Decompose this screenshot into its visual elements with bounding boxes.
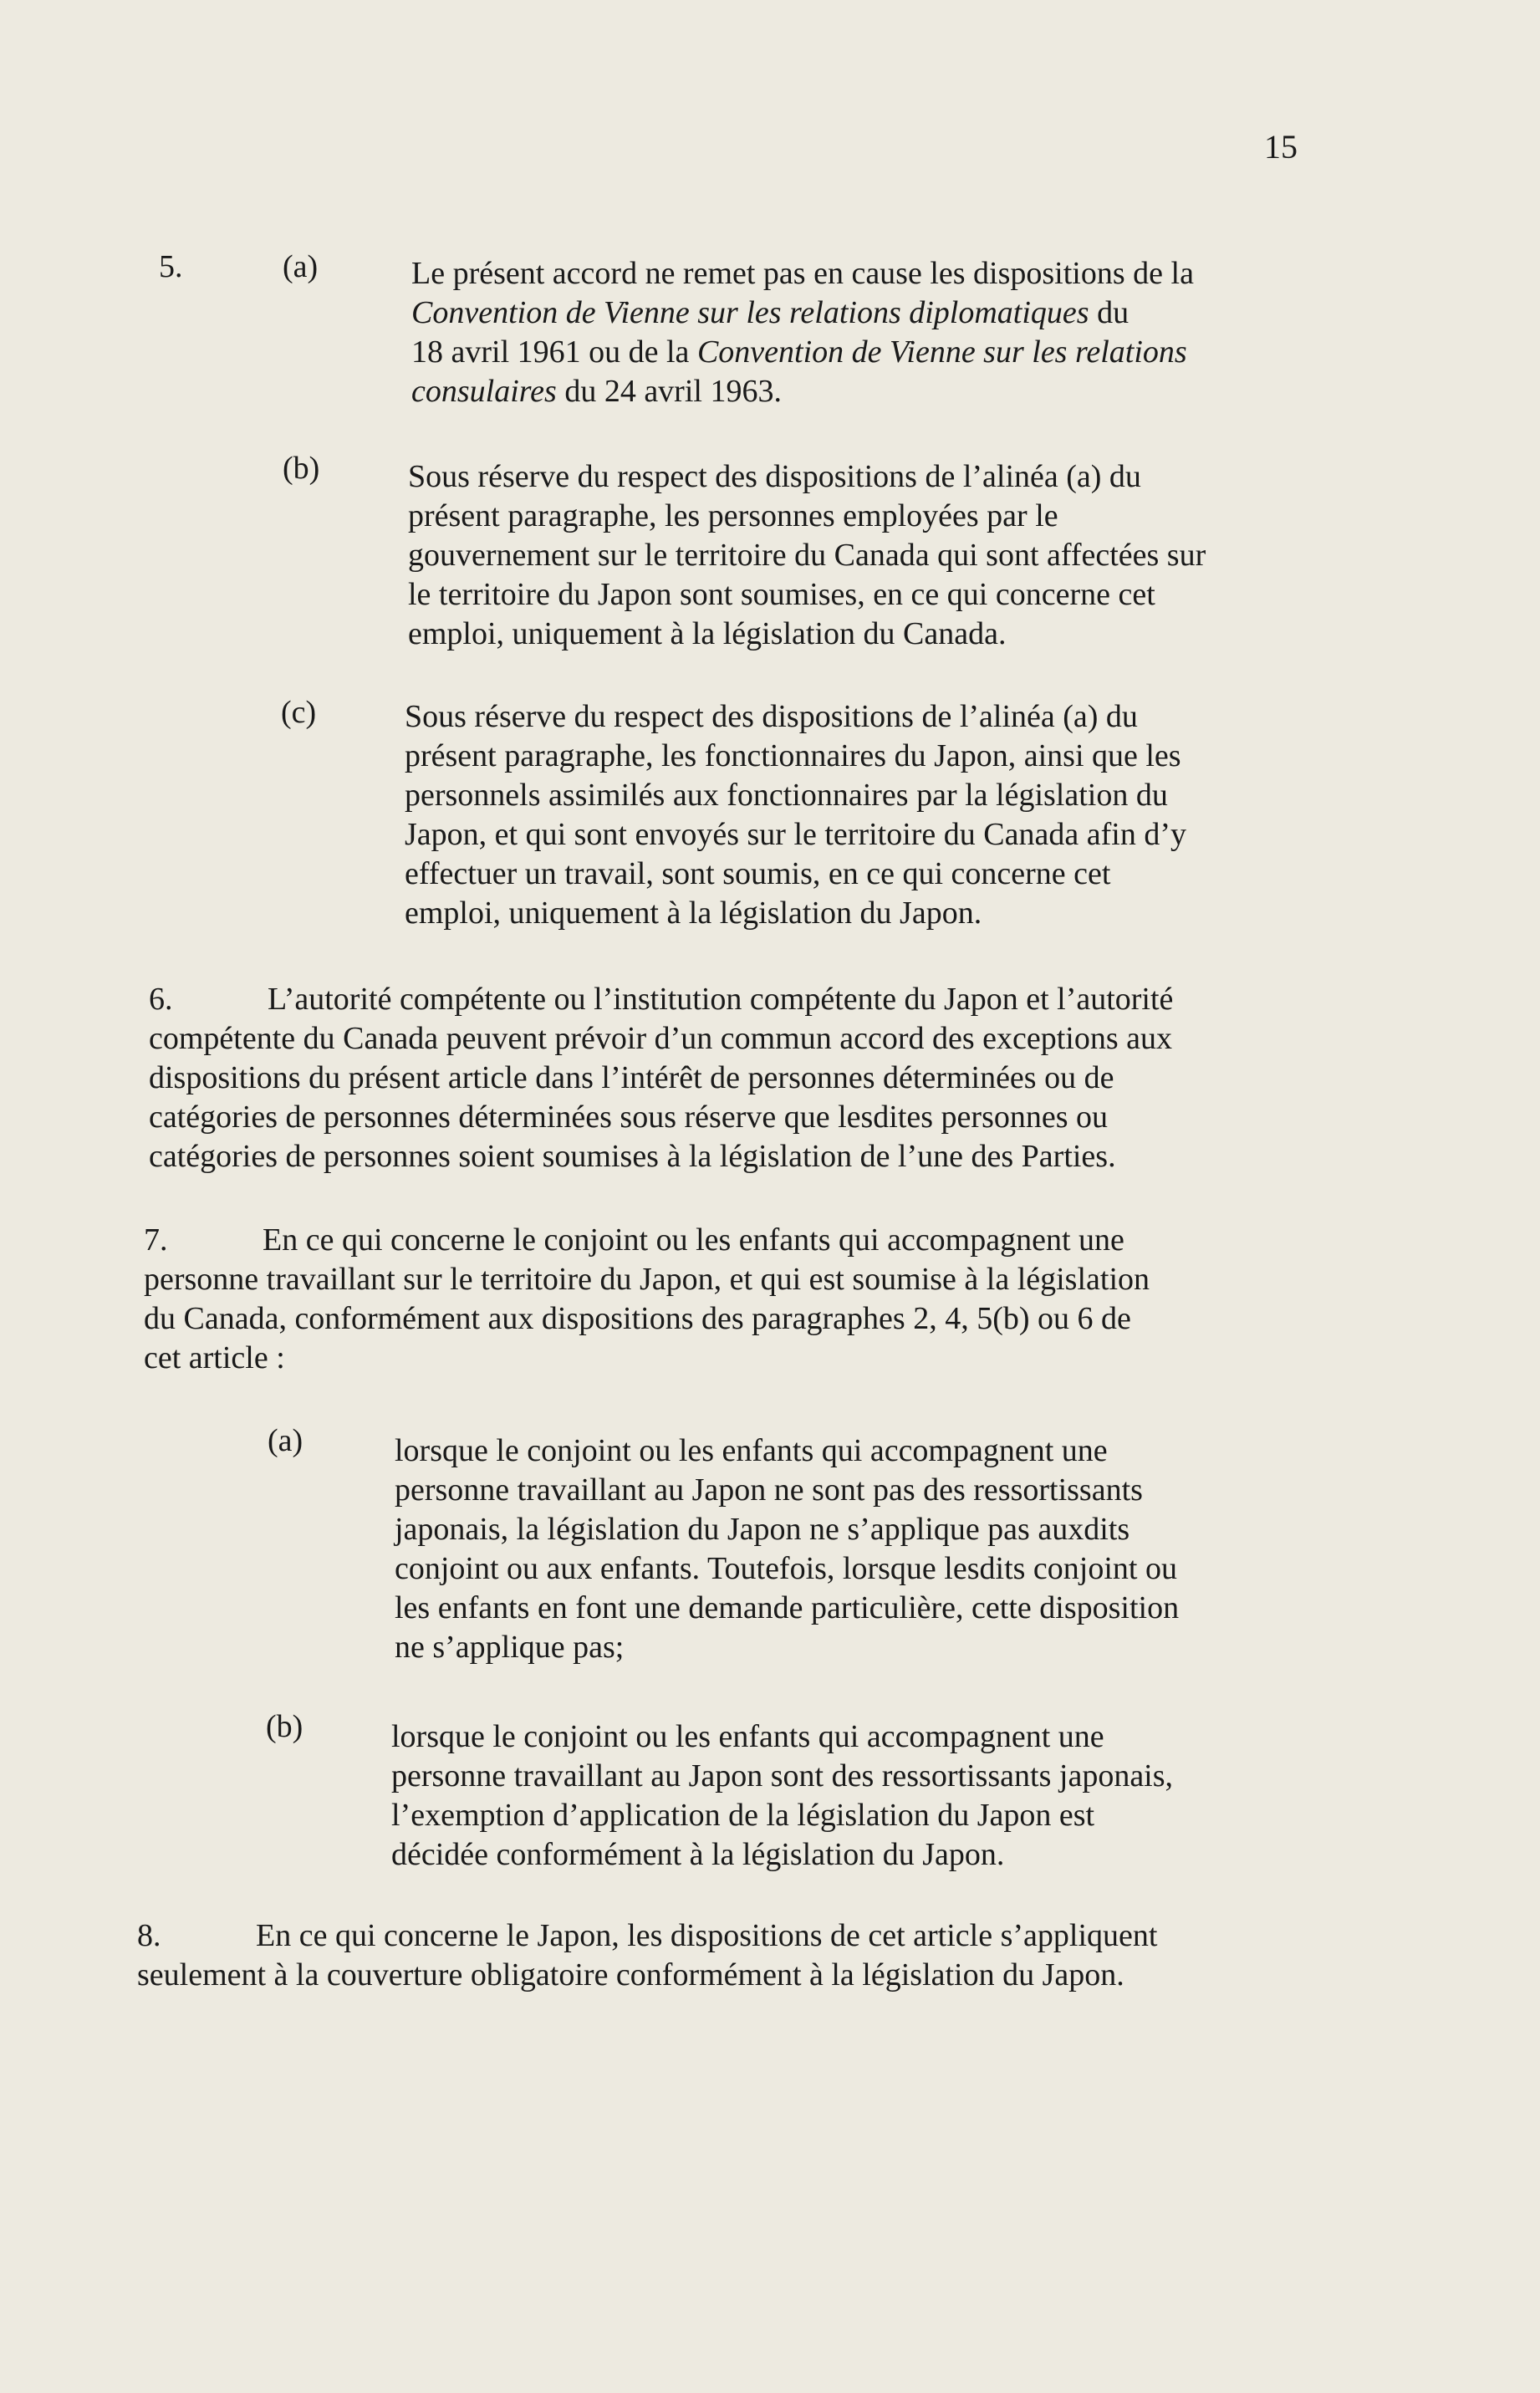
- paragraph-7b-line: personne travaillant au Japon sont des ressortissants japonais,: [391, 1758, 1174, 1793]
- paragraph-5c-line: emploi, uniquement à la législation du Japon.: [405, 895, 982, 931]
- paragraph-7a-text: [395, 1431, 1331, 1667]
- paragraph-7a-line: conjoint ou aux enfants. Toutefois, lorsque lesdits conjoint ou: [395, 1551, 1177, 1586]
- paragraph-5a-line-3: 18 avril 1961 ou de la Convention de Vienne sur les relations: [411, 334, 1187, 370]
- paragraph-7-line: du Canada, conformément aux dispositions des paragraphes 2, 4, 5(b) ou 6 de: [144, 1301, 1131, 1336]
- paragraph-6-line: catégories de personnes déterminées sous réserve que lesdites personnes ou: [149, 1100, 1109, 1135]
- paragraph-7b-line: lorsque le conjoint ou les enfants qui accompagnent une: [391, 1719, 1104, 1754]
- paragraph-7-line: cet article :: [144, 1340, 285, 1375]
- paragraph-5b-line: le territoire du Japon sont soumises, en ce qui concerne cet: [408, 577, 1155, 612]
- paragraph-5b-text: [408, 457, 1336, 654]
- paragraph-7a-line: personne travaillant au Japon ne sont pas des ressortissants: [395, 1472, 1143, 1508]
- paragraph-7-number: 7.: [144, 1222, 168, 1258]
- paragraph-6-line: L’autorité compétente ou l’institution compétente du Japon et l’autorité: [268, 982, 1174, 1017]
- paragraph-5b-label: (b): [283, 451, 320, 486]
- paragraph-5c-line: personnels assimilés aux fonctionnaires par la législation du: [405, 778, 1168, 813]
- paragraph-7a-line: les enfants en font une demande particulière, cette disposition: [395, 1590, 1180, 1625]
- paragraph-7a-line: ne s’applique pas;: [395, 1630, 625, 1665]
- paragraph-7b-line: l’exemption d’application de la législation du Japon est: [391, 1798, 1095, 1833]
- paragraph-8-line: seulement à la couverture obligatoire conformément à la législation du Japon.: [137, 1957, 1124, 1992]
- paragraph-7-line: En ce qui concerne le conjoint ou les enfants qui accompagnent une: [263, 1222, 1124, 1258]
- paragraph-8-number: 8.: [137, 1918, 161, 1953]
- paragraph-5c-label: (c): [281, 695, 317, 730]
- paragraph-7b-label: (b): [266, 1709, 303, 1744]
- paragraph-5c-text: [405, 697, 1333, 933]
- paragraph-6: [149, 980, 1353, 1176]
- paragraph-7a-label: (a): [268, 1423, 303, 1458]
- paragraph-7-line: personne travaillant sur le territoire du Japon, et qui est soumise à la législation: [144, 1262, 1150, 1297]
- paragraph-7a-line: japonais, la législation du Japon ne s’applique pas auxdits: [395, 1512, 1130, 1547]
- paragraph-6-line: catégories de personnes soient soumises à la législation de l’une des Parties.: [149, 1139, 1116, 1174]
- paragraph-7: [144, 1221, 1348, 1378]
- paragraph-5-number: 5.: [159, 249, 183, 284]
- convention-consular-title: Convention de Vienne sur les relations: [696, 334, 1187, 370]
- paragraph-5a-line-1: Le présent accord ne remet pas en cause les dispositions de la: [411, 256, 1194, 291]
- paragraph-6-number: 6.: [149, 982, 173, 1017]
- paragraph-7b-text: [391, 1717, 1328, 1875]
- convention-diplomatic-title: Convention de Vienne sur les relations diplomatiques: [411, 295, 1089, 330]
- paragraph-7b-line: décidée conformément à la législation du Japon.: [391, 1837, 1005, 1872]
- paragraph-5a-label: (a): [283, 249, 319, 284]
- paragraph-5b-line: présent paragraphe, les personnes employées par le: [408, 498, 1058, 533]
- page-number: 15: [1264, 128, 1298, 166]
- paragraph-5a-text: [411, 254, 1331, 411]
- paragraph-5c-line: Japon, et qui sont envoyés sur le territoire du Canada afin d’y: [405, 817, 1186, 852]
- paragraph-5a-line-2: Convention de Vienne sur les relations diplomatiques du: [411, 295, 1130, 330]
- paragraph-5a-line-4: consulaires du 24 avril 1963.: [411, 374, 782, 409]
- paragraph-8: [137, 1916, 1358, 1995]
- paragraph-8-line: En ce qui concerne le Japon, les dispositions de cet article s’appliquent: [256, 1918, 1158, 1953]
- paragraph-5c-line: effectuer un travail, sont soumis, en ce qui concerne cet: [405, 856, 1111, 891]
- paragraph-5c-line: Sous réserve du respect des dispositions de l’alinéa (a) du: [405, 699, 1138, 734]
- paragraph-6-line: dispositions du présent article dans l’intérêt de personnes déterminées ou de: [149, 1060, 1114, 1095]
- paragraph-5b-line: emploi, uniquement à la législation du Canada.: [408, 616, 1007, 651]
- paragraph-5b-line: gouvernement sur le territoire du Canada qui sont affectées sur: [408, 538, 1206, 573]
- paragraph-5c-line: présent paragraphe, les fonctionnaires du Japon, ainsi que les: [405, 738, 1181, 773]
- paragraph-7a-line: lorsque le conjoint ou les enfants qui accompagnent une: [395, 1433, 1108, 1468]
- paragraph-6-line: compétente du Canada peuvent prévoir d’un commun accord des exceptions aux: [149, 1021, 1173, 1056]
- paragraph-5b-line: Sous réserve du respect des dispositions de l’alinéa (a) du: [408, 459, 1141, 494]
